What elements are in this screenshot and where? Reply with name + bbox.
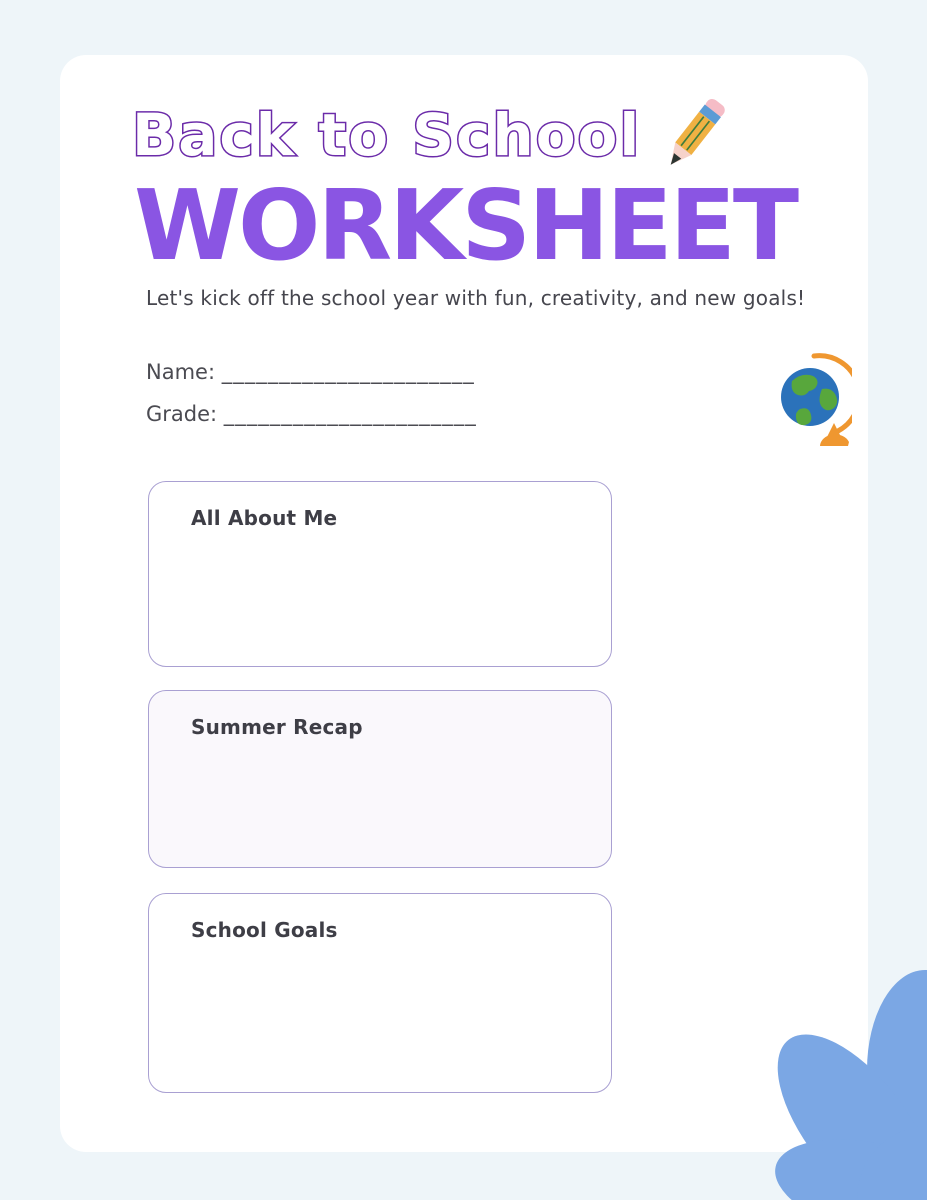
section-title-all-about-me: All About Me bbox=[191, 506, 338, 530]
grade-label: Grade: bbox=[146, 402, 218, 426]
name-field bbox=[146, 360, 475, 384]
flower-icon bbox=[697, 940, 927, 1200]
section-summer-recap[interactable] bbox=[148, 690, 612, 868]
name-label: Name: bbox=[146, 360, 216, 384]
grade-field bbox=[146, 402, 477, 426]
name-blank-line[interactable]: ______________________ bbox=[221, 360, 475, 384]
section-all-about-me[interactable] bbox=[148, 481, 612, 667]
section-school-goals[interactable] bbox=[148, 893, 612, 1093]
title-worksheet: WORKSHEET bbox=[134, 169, 797, 282]
title-back-to-school bbox=[132, 91, 692, 177]
grade-blank-line[interactable]: ______________________ bbox=[223, 402, 477, 426]
globe-icon bbox=[780, 351, 852, 449]
pencil-icon bbox=[648, 89, 740, 181]
title-back-to-school-text: Back to School bbox=[132, 101, 642, 169]
subtitle: Let's kick off the school year with fun, creativity, and new goals! bbox=[146, 286, 806, 310]
section-title-summer-recap: Summer Recap bbox=[191, 715, 363, 739]
section-title-school-goals: School Goals bbox=[191, 918, 338, 942]
